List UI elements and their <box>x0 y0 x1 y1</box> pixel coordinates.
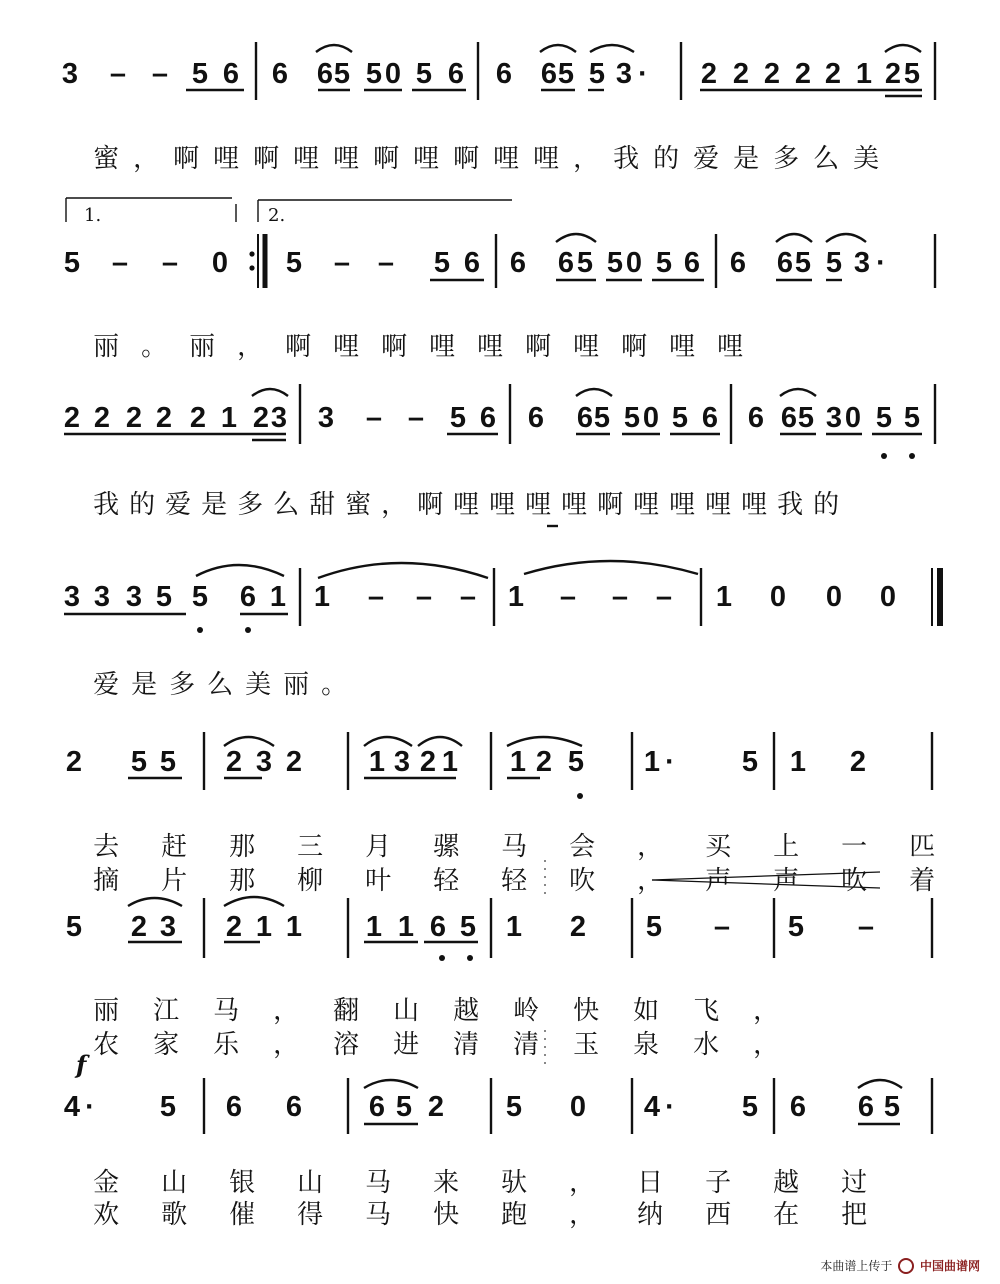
note: 5 <box>365 58 383 90</box>
note: 2 <box>535 746 553 778</box>
site-logo-icon <box>898 1258 914 1274</box>
note: 6 <box>557 247 575 279</box>
note: 5 <box>787 911 805 943</box>
dynamic-forte: f <box>76 1050 87 1079</box>
note: 5 <box>415 58 433 90</box>
note: 6 <box>683 247 701 279</box>
lyric-text: 丽。丽，啊哩啊哩哩啊哩啊哩哩 <box>93 332 766 362</box>
note: 5 <box>588 58 606 90</box>
note: 1 <box>269 581 287 613</box>
lyric-line-7b <box>60 1176 909 1254</box>
note: 5 <box>797 402 815 434</box>
lyric-text: 金山银山马来驮，日子越过 <box>93 1168 910 1198</box>
note: 2 <box>225 746 243 778</box>
note: 5 <box>671 402 689 434</box>
note: 3 <box>63 581 81 613</box>
note: 6 <box>239 581 257 613</box>
note: 2 <box>189 402 207 434</box>
note-dash: – <box>377 247 395 279</box>
note: 5 <box>65 911 83 943</box>
note: 5 <box>606 247 624 279</box>
note: 2 <box>125 402 143 434</box>
note: 0 <box>825 581 843 613</box>
note: 1 <box>715 581 733 613</box>
note: 2 <box>155 402 173 434</box>
note: 6 <box>463 247 481 279</box>
note: 2 <box>794 58 812 90</box>
note: 6 <box>857 1091 875 1123</box>
note: 5 <box>395 1091 413 1123</box>
note-dash: – <box>367 581 385 613</box>
note: 6 <box>222 58 240 90</box>
note: 6 <box>729 247 747 279</box>
augmentation-dot: · <box>85 1091 95 1123</box>
note: 2 <box>569 911 587 943</box>
note: 2 <box>849 746 867 778</box>
note: 2 <box>419 746 437 778</box>
note-dash: – <box>333 247 351 279</box>
note: 4 <box>643 1091 661 1123</box>
note-dash: – <box>151 58 169 90</box>
note: 2 <box>252 402 270 434</box>
note: 3 <box>93 581 111 613</box>
note: 5 <box>333 58 351 90</box>
lyric-text: 农家乐，溶进清清玉泉水， <box>93 1030 814 1060</box>
note: 5 <box>883 1091 901 1123</box>
note: 5 <box>159 1091 177 1123</box>
note-dash: – <box>459 581 477 613</box>
note: 3 <box>270 402 288 434</box>
lyric-text: 爱是多么美丽。 <box>93 670 360 700</box>
note: 2 <box>884 58 902 90</box>
note: 1 <box>507 581 525 613</box>
lyric-line-2 <box>60 308 765 386</box>
note: 5 <box>576 247 594 279</box>
note-dash: – <box>407 402 425 434</box>
credit-text: 本曲谱上传于 <box>820 1258 893 1273</box>
note: 6 <box>447 58 465 90</box>
note: 6 <box>479 402 497 434</box>
lyric-line-6b <box>60 1006 813 1084</box>
note: 1 <box>643 746 661 778</box>
note-dash: – <box>415 581 433 613</box>
note: 6 <box>225 1091 243 1123</box>
note: 5 <box>285 247 303 279</box>
note: 6 <box>780 402 798 434</box>
note: 5 <box>794 247 812 279</box>
note: 5 <box>159 746 177 778</box>
note: 0 <box>844 402 862 434</box>
lyric-line-1 <box>60 120 893 198</box>
note: 5 <box>130 746 148 778</box>
note: 0 <box>569 1091 587 1123</box>
note: 2 <box>285 746 303 778</box>
note: 5 <box>903 58 921 90</box>
note: 1 <box>313 581 331 613</box>
note: 2 <box>225 911 243 943</box>
note: 1 <box>441 746 459 778</box>
note: 3 <box>125 581 143 613</box>
note: 6 <box>285 1091 303 1123</box>
note: 5 <box>505 1091 523 1123</box>
note-dash: – <box>655 581 673 613</box>
volta-first-label: 1. <box>84 205 102 226</box>
note: 6 <box>701 402 719 434</box>
note: 2 <box>732 58 750 90</box>
note: 6 <box>789 1091 807 1123</box>
volta-second-label: 2. <box>268 205 286 226</box>
note: 5 <box>557 58 575 90</box>
note: 3 <box>61 58 79 90</box>
note: 3 <box>615 58 633 90</box>
lyric-text: 我的爱是多么甜蜜，啊哩哩哩哩啊哩哩哩哩我的 <box>93 490 850 520</box>
note: 1 <box>285 911 303 943</box>
note: 3 <box>255 746 273 778</box>
note: 6 <box>271 58 289 90</box>
note: 0 <box>879 581 897 613</box>
note: 6 <box>747 402 765 434</box>
note: 2 <box>65 746 83 778</box>
note-dash: – <box>109 58 127 90</box>
note: 5 <box>449 402 467 434</box>
note: 5 <box>741 1091 759 1123</box>
note: 1 <box>368 746 386 778</box>
note-dash: – <box>611 581 629 613</box>
note: 3 <box>825 402 843 434</box>
note: 1 <box>855 58 873 90</box>
note: 2 <box>93 402 111 434</box>
note: 2 <box>130 911 148 943</box>
note: 5 <box>191 581 209 613</box>
note: 5 <box>655 247 673 279</box>
note: 0 <box>769 581 787 613</box>
note: 1 <box>509 746 527 778</box>
augmentation-dot: · <box>665 1091 675 1123</box>
note: 5 <box>623 402 641 434</box>
note: 6 <box>576 402 594 434</box>
lyric-line-4 <box>60 646 359 724</box>
note: 1 <box>365 911 383 943</box>
note: 6 <box>368 1091 386 1123</box>
note: 2 <box>700 58 718 90</box>
note: 1 <box>255 911 273 943</box>
note-dash: – <box>111 247 129 279</box>
note-dash: – <box>559 581 577 613</box>
note: 2 <box>427 1091 445 1123</box>
note: 4 <box>63 1091 81 1123</box>
lyric-text: 丽江马，翻山越岭快如飞， <box>93 996 814 1026</box>
note: 2 <box>63 402 81 434</box>
note: 5 <box>155 581 173 613</box>
lyric-line-3 <box>60 466 849 544</box>
note: 5 <box>191 58 209 90</box>
note-dash: – <box>713 911 731 943</box>
note-dash: – <box>857 911 875 943</box>
note: 1 <box>505 911 523 943</box>
augmentation-dot: · <box>638 58 648 90</box>
note: 6 <box>316 58 334 90</box>
note: 1 <box>220 402 238 434</box>
lyric-text: 去赶那三月骡马会，买上一匹 <box>93 832 978 862</box>
lyric-text: 欢歌催得马快跑，纳西在把 <box>93 1200 910 1230</box>
note: 6 <box>429 911 447 943</box>
augmentation-dot: · <box>665 746 675 778</box>
note: 3 <box>317 402 335 434</box>
note: 5 <box>903 402 921 434</box>
note: 6 <box>527 402 545 434</box>
note: 5 <box>567 746 585 778</box>
note: 5 <box>741 746 759 778</box>
note: 2 <box>824 58 842 90</box>
note: 2 <box>763 58 781 90</box>
note: 0 <box>384 58 402 90</box>
note: 0 <box>211 247 229 279</box>
note: 6 <box>495 58 513 90</box>
note: 5 <box>875 402 893 434</box>
lyric-text: 摘片那柳叶轻轻吹，声声吹着 <box>93 866 978 896</box>
lyric-line-5b <box>60 842 977 920</box>
note-dash: – <box>161 247 179 279</box>
note: 5 <box>433 247 451 279</box>
note: 6 <box>776 247 794 279</box>
note: 5 <box>459 911 477 943</box>
note: 5 <box>825 247 843 279</box>
note: 1 <box>397 911 415 943</box>
note-dash: – <box>365 402 383 434</box>
note: 5 <box>645 911 663 943</box>
lyric-text: 蜜，啊哩啊哩哩啊哩啊哩哩，我的爱是多么美 <box>93 144 894 174</box>
note: 0 <box>625 247 643 279</box>
site-name[interactable]: 中国曲谱网 <box>919 1258 980 1273</box>
note: 6 <box>540 58 558 90</box>
note: 0 <box>642 402 660 434</box>
note: 5 <box>593 402 611 434</box>
note: 3 <box>393 746 411 778</box>
note: 3 <box>159 911 177 943</box>
note: 3 <box>853 247 871 279</box>
note: 5 <box>63 247 81 279</box>
note: 6 <box>509 247 527 279</box>
augmentation-dot: · <box>876 247 886 279</box>
note: 1 <box>789 746 807 778</box>
upload-credit <box>820 1257 980 1275</box>
